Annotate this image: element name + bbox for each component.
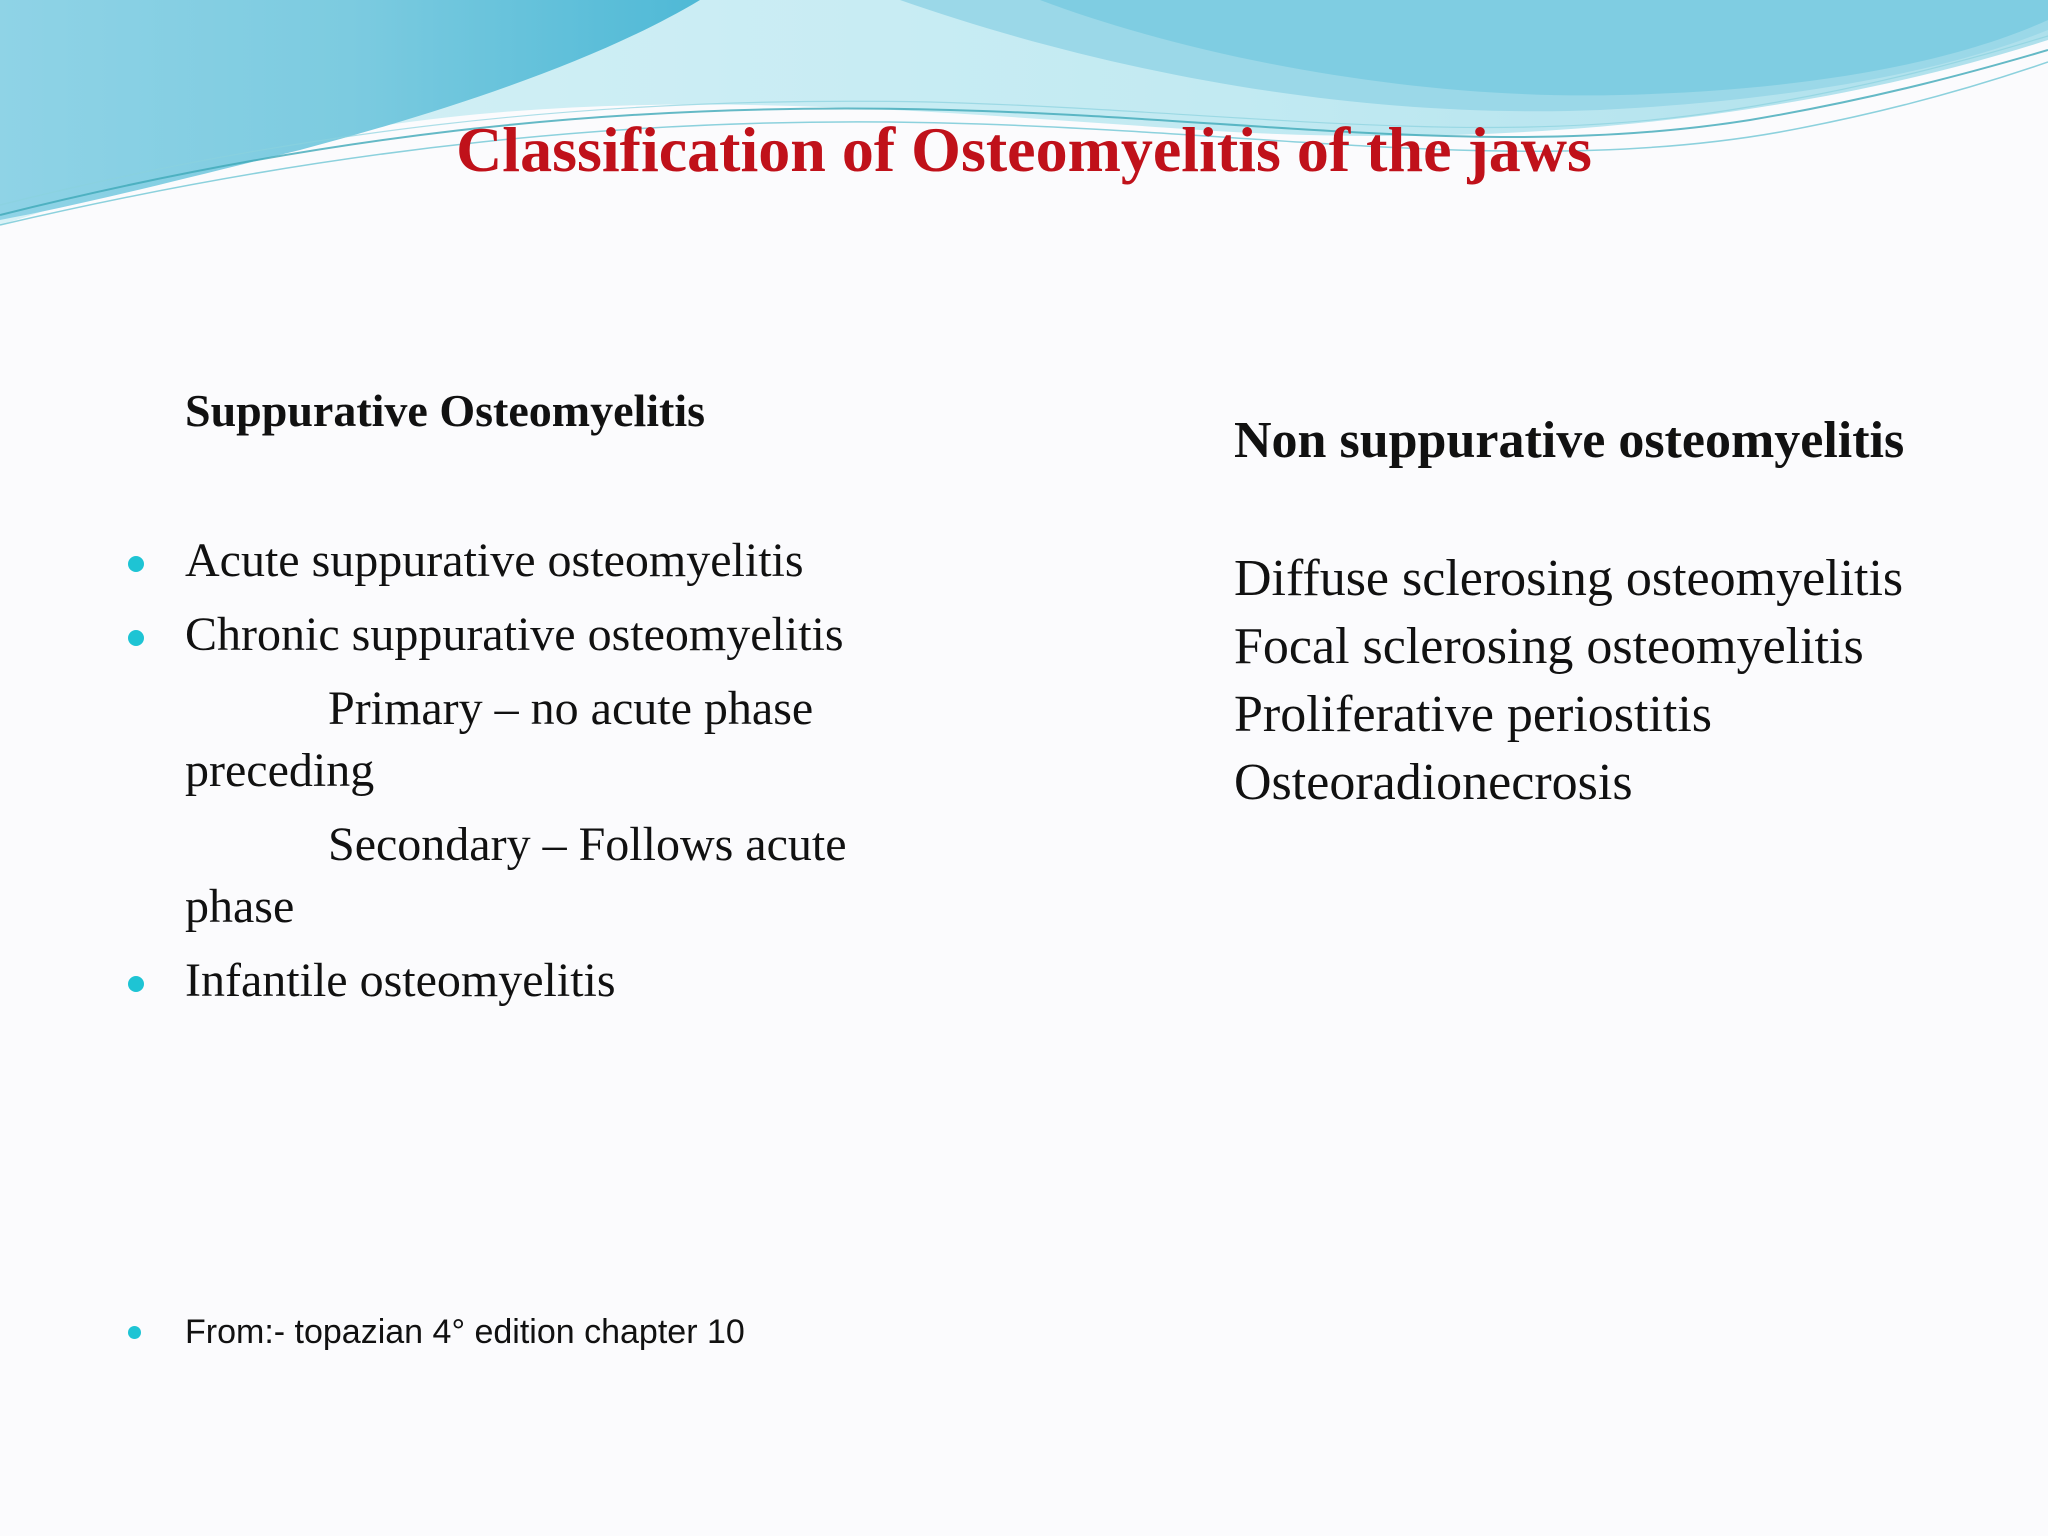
suppurative-list	[185, 530, 925, 1012]
list-item-text: Acute suppurative osteomyelitis	[185, 534, 804, 587]
non-suppurative-list	[1234, 545, 1903, 817]
list-item	[185, 604, 925, 666]
suppurative-heading: Suppurative Osteomyelitis	[185, 385, 706, 436]
non-suppurative-heading: Non suppurative osteomyelitis	[1234, 412, 1905, 469]
bullet-dot-icon	[128, 1326, 141, 1339]
bullet-dot-icon	[128, 630, 144, 646]
list-item-text: Primary – no acute phase preceding	[185, 682, 814, 797]
list-item	[185, 530, 925, 592]
list-item	[185, 950, 925, 1012]
list-item-sub	[185, 814, 925, 938]
list-item-text: Chronic suppurative osteomyelitis	[185, 608, 844, 661]
list-item-text: Infantile osteomyelitis	[185, 954, 616, 1007]
bullet-dot-icon	[128, 556, 144, 572]
list-item: Proliferative periostitis	[1234, 686, 1713, 743]
list-item-text: Secondary – Follows acute phase	[185, 818, 847, 933]
source-footnote: From:- topazian 4° edition chapter 10	[185, 1313, 745, 1351]
list-item: Focal sclerosing osteomyelitis	[1234, 618, 1864, 675]
list-item: Diffuse sclerosing osteomyelitis	[1234, 550, 1904, 607]
list-item: Osteoradionecrosis	[1234, 754, 1633, 811]
slide-title: Classification of Osteomyelitis of the jaws	[456, 114, 1592, 185]
list-item-sub	[185, 678, 925, 802]
bullet-dot-icon	[128, 976, 144, 992]
